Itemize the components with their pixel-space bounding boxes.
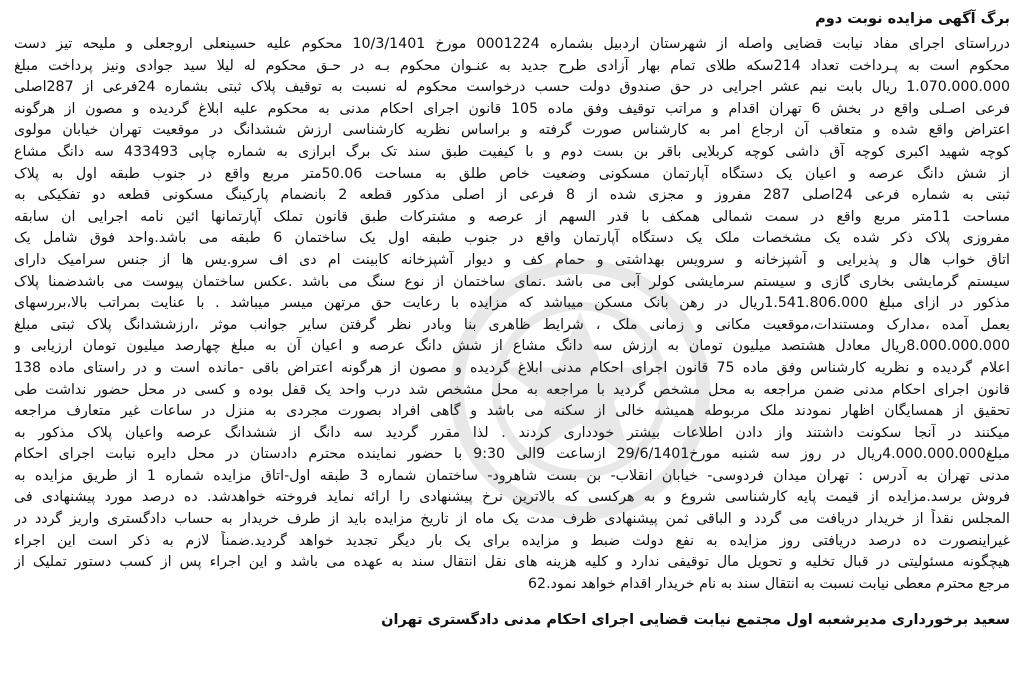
body-line: قانون اجرای احکام مدنی ضمن مراجعه به محل مشخص گردید با مراجعه به محل مشخص شد درب واحد یک قفل بوده و کسی در محل حضور نداشت طی	[14, 381, 1010, 398]
body-line: هیچگونه مسئولیتی در قبال تخلیه و تحویل مال توقیفی ندارد و کلیه هزینه های نقل انتقال سند به عهده می باشد و این اجراء پس از کسب دستور تملیک از	[14, 554, 1010, 571]
body-line: محکوم است به پـرداخت تعداد 214سکه طلای تمام بهار آزادی طرح جدید به عنـوان محکوم بـه در حـق محکوم له لیلا سید جوادی ونیز پرداخت مبلغ	[14, 57, 1010, 74]
notice-body	[14, 34, 1010, 595]
body-line: مفروزی پلاک ذکر شده یک مشخصات ملک یک دستگاه آپارتمان واقع در جنوب طبقه اول یک ساختمان 6 طبقه می باشد.واحد فوق شامل یک	[14, 230, 1010, 247]
body-line: میکنند در آنجا سکونت داشتند واز دادن اطلاعات بیشتر خودداری کردند . لذا مقرر گردید سه دانگ از ششدانگ عرصه واعیان پلاک مذکور به	[14, 424, 1010, 441]
body-line: کوچه شهید اکبری کوچه آق داشی کوچه کربلایی باقر بن بست دوم و با کیفیت طبق سند تک برگ ابرازی به شماره چاپی 433493 سه دانگ مشاع	[14, 143, 1010, 160]
body-line: اعلام گردیده و نظریه کارشناس وفق ماده 75 قانون اجرای احکام مدنی ابلاغ گردیده و مصون از هرگونه اعتراض باقی -مانده است و در راستای ماده 138	[14, 359, 1010, 376]
body-line: سیستم گرمایشی بخاری گازی و سیستم سرمایشی کولر آبی می باشد .نمای ساختمان از نوع سنگ می باشد .عکس ساختمان پیوست می باشدضمنا پلاک	[14, 273, 1010, 290]
body-line: مرجع محترم معطی نیابت نسبت به انتقال سند به نام خریدار اقدام خواهد نمود.62	[528, 575, 1010, 592]
body-line: اتاق خواب هال و پذیرایی و آشپزخانه و سرویس بهداشتی و حمام کف و دیوار آشپزخانه کابینت ام دی اف سرو.یس ها از جنس سرامیک دارای	[14, 251, 1010, 268]
body-line: ثبتی به شماره فرعی 24اصلی 287 مفروز و مجزی شده از 8 فرعی از اصلی مذکور قطعه 2 بانضمام پارکینگ مسکونی قطعه دو تفکیکی به	[14, 187, 1010, 204]
body-line: فروش برسد.مزایده از قیمت پایه کارشناسی شروع و به هرکسی که بالاترین نرخ پیشنهادی را ارائه نماید فروخته خواهدشد. ده درصد مورد پیشنهادی فی	[14, 489, 1010, 506]
body-line: مذکور در ازای مبلغ 1.541.806.000ریال در رهن بانک مسکن میباشد که مزایده با رعایت حق مرتهن میسر میباشد . با عنایت بمراتب بالا،بررسهای	[14, 295, 1010, 312]
body-line: فرعی اصـلی واقع در بخش 6 تهران اقدام و مراتب توقیف وفق ماده 105 قانون اجرای احکام مدنی به محکوم علیه ابلاغ گردیده و مصون از هرگونه	[14, 100, 1010, 117]
signature-line: سعید برخورداری مدیرشعبه اول مجتمع نیابت قضایی اجرای احکام مدنی دادگستری تهران	[381, 612, 1010, 629]
body-line: 1.070.000.000 ریال بابت نیم عشر اجرایی در حق صندوق دولت حسب درخواست محکوم له نسبت به توقیف پلاک ثبتی بشماره 24فرعی از 287اصلی	[14, 79, 1010, 96]
body-line: 8.000.000.000ریال معادل هشتصد میلیون تومان به ارزش سه دانگ مشاع از شش دانگ عرصه و اعیان آن به مبلغ چهارصد میلیون تومان ارزیابی و	[14, 338, 1010, 355]
body-line: مبلغ4.000.000.000ریال در روز سه شنبه مورخ29/6/1401 ازساعت 9الی 9:30 با حضور نماینده محترم دادستان در محل دایره نیابت اجرای احکام	[14, 446, 1010, 463]
body-line: تحقیق از همسایگان اظهار نمودند ملک مربوطه همیشه خالی از سکنه می باشد و گاهی افراد بصورت مجردی به منزل در ساعات غیر متعارف مراجعه	[14, 403, 1010, 420]
body-line: بعمل آمده ،مدارک ومستندات،موقعیت مکانی و زمانی ملک ، شرایط ظاهری بنا وبادر نظر گرفتن سایر جوانب موثر ،ارزششدانگ پلاک ثبتی مبلغ	[14, 316, 1010, 333]
notice-title: برگ آگهی مزایده نوبت دوم	[815, 11, 1010, 27]
body-line: مدنی تهران به آدرس : تهران میدان فردوسی- خیابان انقلاب- بن بست شاهرود- ساختمان شماره 3 طبقه اول-اتاق مزایده شماره 1 از طریق مزایده به	[14, 467, 1010, 484]
body-line: اعتراض واقع شده و متعاقب آن ارجاع امر به کارشناس صورت گرفته و براساس نظریه کارشناسی ارزش ششدانگ در موقعیت تهران خیابان مولوی	[14, 122, 1010, 139]
body-line: درراستای اجرای مفاد نیابت قضایی واصله از شهرستان اردبیل بشماره 0001224 مورخ 10/3/1401 محکوم علیه حسینعلی اروجعلی و ملیحه تیز دست	[14, 36, 1010, 52]
body-line: غیراینصورت ده درصد دریافتی روز مزایده به نفع دولت ضبط و مزایده برای یک بار دیگر تجدید خواهد گردید.ضمناً لازم به ذکر است این اجراء	[14, 532, 1010, 549]
body-line: المجلس نقداً از خریدار دریافت می گردد و الباقی ثمن پیشنهادی ظرف مدت یک ماه از تاریخ مزایده باید از طرف خریدار به حساب دادگستری واریز گردد در	[14, 511, 1010, 528]
body-line: مساحت 11متر مربع واقع در سمت شمالی همکف با قدر السهم از عرصه و مشترکات طبق قانون تملک آپارتمانها ائین نامه اجرایی ان سابقه	[14, 208, 1010, 225]
body-line: از شش دانگ عرصه و اعیان یک دستگاه آپارتمان مسکونی وضعیت خاص طلق به مساحت 50.06متر مربع واقع در جنوب طبقه اول به پلاک	[14, 165, 1010, 182]
